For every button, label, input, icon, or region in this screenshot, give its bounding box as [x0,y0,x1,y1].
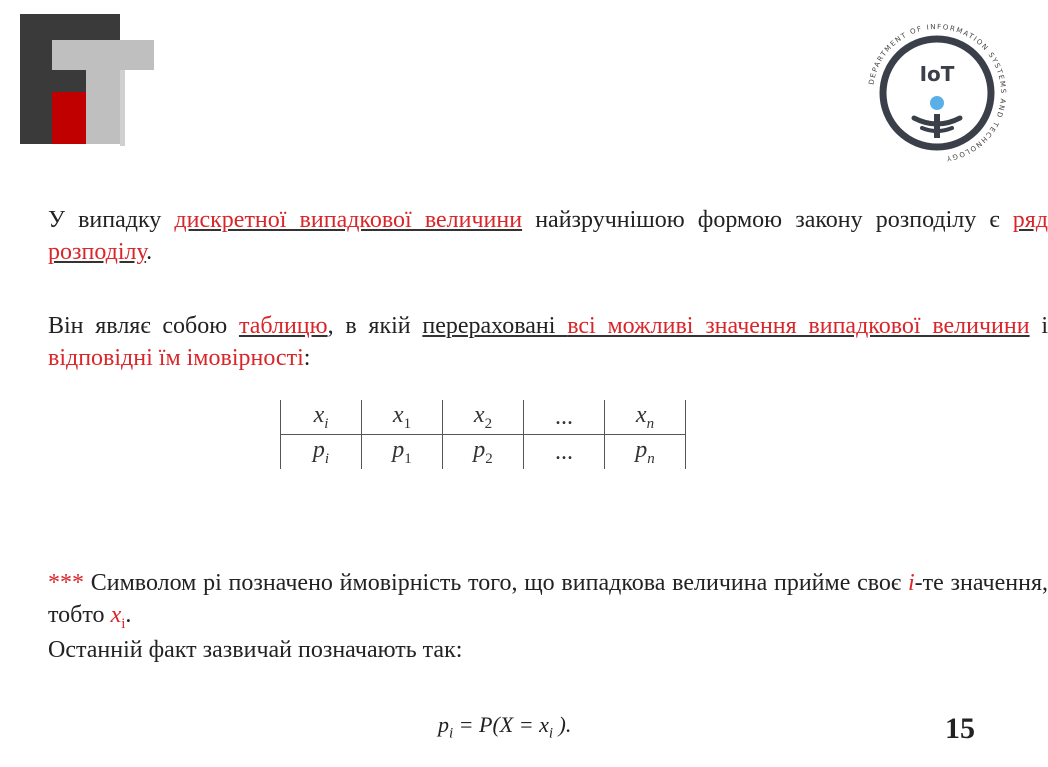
table-cell: $x_n$ [605,400,686,435]
logo-iot-text: IoT [919,62,955,86]
paragraph-2: Він являє собою таблицю, в якій перераховані всі можливі значення випадкової величини і відповідні їм імовірності: [48,313,1048,371]
iot-department-logo [862,8,1012,178]
table-row [281,435,686,470]
ft-logo [20,14,155,146]
table-cell: $x_1$ [362,400,443,435]
formula: $p_i = P(X = x_i$ ). [438,712,572,742]
paragraph-1: У випадку дискретної випадкової величини найзручнішою формою закону розподілу є ряд розподілу. [48,207,1048,265]
table-cell: $p_n$ [605,435,686,470]
link-distribution-series: ряд розподілу [48,207,1048,265]
page-number: 15 [945,712,975,745]
table-cell: $x_i$ [281,400,362,435]
paragraph-note: *** Символом pі позначено ймовірність того, що випадкова величина прийме своє i-те значення, тобто $x_i$. [48,570,1048,632]
link-discrete-variable: дискретної випадкової величини [174,207,523,233]
table-cell: $p_1$ [362,435,443,470]
table-cell: ... [524,435,605,470]
paragraph-4: Останній факт зазвичай позначають так: [48,637,463,663]
svg-text:DEPARTMENT OF INFORMATION SYST [868,23,1008,163]
table-row [281,400,686,435]
table-cell: $p_i$ [281,435,362,470]
table-cell: $x_2$ [443,400,524,435]
logo-ring-text: DEPARTMENT OF INFORMATION SYSTEMS AND TECHNOLOGY [867,22,1008,163]
table-cell: ... [524,400,605,435]
table-cell: $p_2$ [443,435,524,470]
link-table: таблицю [238,313,328,339]
distribution-table [280,400,686,469]
